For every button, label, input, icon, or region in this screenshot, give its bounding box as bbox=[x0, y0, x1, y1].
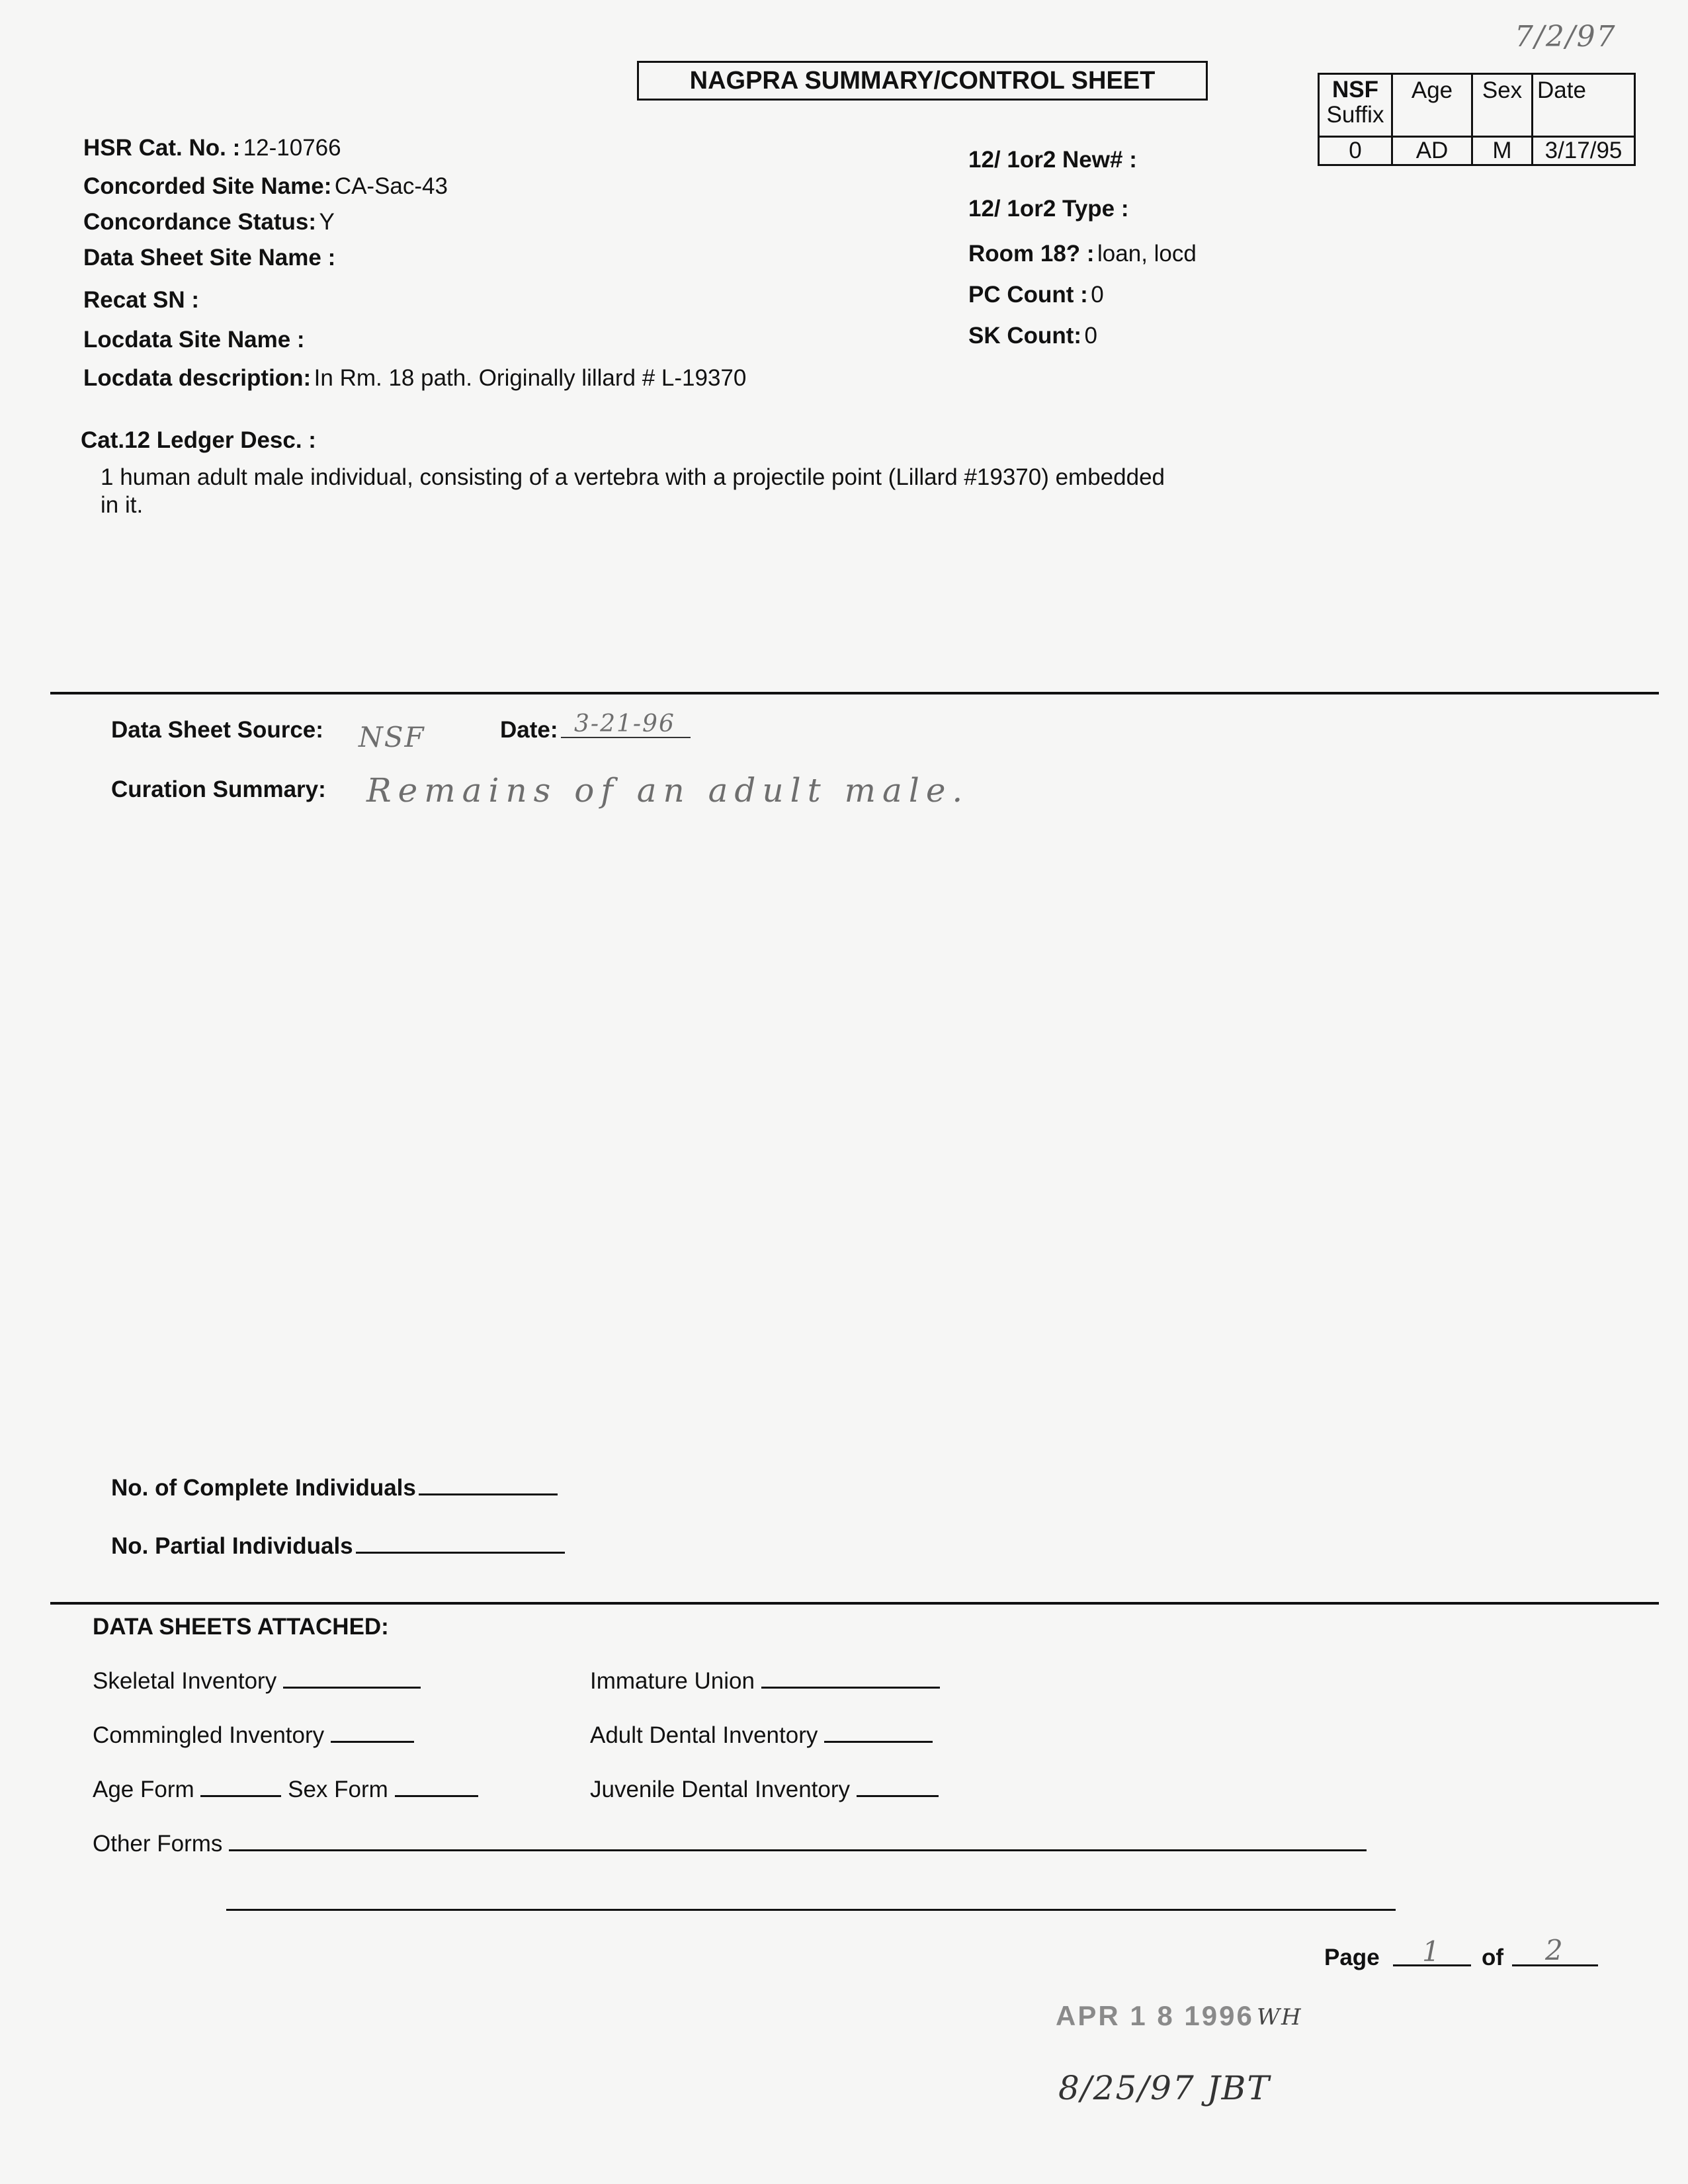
other-forms-blank bbox=[229, 1829, 1367, 1851]
age-form-blank bbox=[200, 1775, 281, 1797]
field-new-number bbox=[968, 147, 1137, 173]
commingled-inventory bbox=[93, 1721, 414, 1749]
field-label: Locdata description: bbox=[83, 365, 312, 391]
data-sheet-source-label: Data Sheet Source: bbox=[111, 717, 323, 743]
page-number: 1 bbox=[1422, 1935, 1441, 1968]
nsf-header-age: Age bbox=[1392, 74, 1472, 137]
attached-heading: DATA SHEETS ATTACHED: bbox=[93, 1614, 389, 1640]
field-pc-count bbox=[968, 282, 1104, 308]
field-label: Concorded Site Name: bbox=[83, 173, 332, 199]
age-form-label: Age Form bbox=[93, 1777, 194, 1802]
age-sex-forms bbox=[93, 1775, 478, 1803]
field-value: CA-Sac-43 bbox=[334, 173, 448, 199]
sheet-title: NAGPRA SUMMARY/CONTROL SHEET bbox=[637, 61, 1208, 101]
skeletal-inventory-label: Skeletal Inventory bbox=[93, 1668, 277, 1694]
sex-form-label: Sex Form bbox=[288, 1777, 388, 1802]
nsf-table bbox=[1318, 73, 1636, 166]
field-label: SK Count: bbox=[968, 323, 1082, 349]
other-forms-label: Other Forms bbox=[93, 1831, 223, 1857]
section-divider bbox=[50, 692, 1659, 694]
received-stamp: APR 1 8 1996 bbox=[1056, 2000, 1254, 2031]
field-label: Locdata Site Name : bbox=[83, 327, 305, 353]
field-type bbox=[968, 196, 1129, 222]
nsf-value-date: 3/17/95 bbox=[1533, 137, 1635, 165]
adult-dental-inventory bbox=[590, 1721, 933, 1749]
handwritten-top-date: 7/2/97 bbox=[1515, 20, 1617, 54]
field-concordance-status bbox=[83, 209, 335, 235]
ledger-text-line2: in it. bbox=[101, 492, 144, 518]
adult-dental-inventory-blank bbox=[824, 1721, 933, 1743]
partial-individuals-blank bbox=[356, 1532, 565, 1554]
commingled-inventory-blank bbox=[331, 1721, 414, 1743]
field-label: Concordance Status: bbox=[83, 209, 316, 235]
other-forms bbox=[93, 1829, 1367, 1857]
field-value: Y bbox=[319, 209, 335, 235]
immature-union-blank bbox=[761, 1667, 940, 1689]
juvenile-dental-inventory bbox=[590, 1775, 939, 1803]
date-value: 3-21-96 bbox=[574, 710, 675, 737]
partial-individuals bbox=[111, 1532, 565, 1560]
curation-summary-label: Curation Summary: bbox=[111, 777, 326, 802]
skeletal-inventory bbox=[93, 1667, 421, 1695]
commingled-inventory-label: Commingled Inventory bbox=[93, 1722, 325, 1748]
field-label: Recat SN : bbox=[83, 287, 200, 313]
field-concorded-site-name bbox=[83, 173, 448, 200]
field-label: PC Count : bbox=[968, 282, 1088, 308]
other-forms-second-line bbox=[226, 1909, 1396, 1911]
field-hsr-cat-no bbox=[83, 135, 341, 161]
field-sk-count bbox=[968, 323, 1097, 349]
complete-individuals-blank bbox=[419, 1474, 558, 1495]
nsf-header-suffix bbox=[1319, 74, 1392, 137]
curation-summary-value: Remains of an adult male. bbox=[366, 771, 970, 810]
nsf-header-suffix-line1: NSF bbox=[1332, 77, 1378, 103]
field-locdata-site-name bbox=[83, 327, 305, 353]
field-label: 12/ 1or2 New# : bbox=[968, 147, 1137, 173]
immature-union bbox=[590, 1667, 940, 1695]
field-data-sheet-site-name bbox=[83, 245, 335, 271]
field-label: 12/ 1or2 Type : bbox=[968, 196, 1129, 222]
field-value: loan, locd bbox=[1097, 241, 1197, 267]
nsf-value-age: AD bbox=[1392, 137, 1472, 165]
field-value: 12-10766 bbox=[243, 135, 341, 161]
field-value: In Rm. 18 path. Originally lillard # L-19370 bbox=[314, 365, 747, 391]
field-label: Data Sheet Site Name : bbox=[83, 245, 336, 271]
section-divider bbox=[50, 1602, 1659, 1605]
of-label: of bbox=[1482, 1945, 1504, 1970]
nsf-header-sex: Sex bbox=[1472, 74, 1533, 137]
nsf-header-suffix-line2: Suffix bbox=[1326, 102, 1384, 128]
nsf-header-date: Date bbox=[1533, 74, 1635, 137]
data-sheet-source-value: NSF bbox=[359, 721, 425, 753]
field-value: 0 bbox=[1084, 323, 1097, 349]
field-room-18 bbox=[968, 241, 1197, 267]
page-label: Page bbox=[1324, 1945, 1380, 1970]
skeletal-inventory-blank bbox=[283, 1667, 421, 1689]
partial-individuals-label: No. Partial Individuals bbox=[111, 1533, 353, 1559]
complete-individuals-label: No. of Complete Individuals bbox=[111, 1475, 416, 1501]
field-value: 0 bbox=[1091, 282, 1104, 308]
juvenile-dental-inventory-label: Juvenile Dental Inventory bbox=[590, 1777, 850, 1802]
nsf-value-sex: M bbox=[1472, 137, 1533, 165]
juvenile-dental-inventory-blank bbox=[857, 1775, 939, 1797]
sex-form-blank bbox=[395, 1775, 478, 1797]
field-label: HSR Cat. No. : bbox=[83, 135, 241, 161]
immature-union-label: Immature Union bbox=[590, 1668, 755, 1694]
adult-dental-inventory-label: Adult Dental Inventory bbox=[590, 1722, 818, 1748]
ledger-label: Cat.12 Ledger Desc. : bbox=[81, 427, 316, 453]
page-total: 2 bbox=[1545, 1934, 1564, 1966]
field-label: Room 18? : bbox=[968, 241, 1095, 267]
nsf-value-suffix: 0 bbox=[1319, 137, 1392, 165]
field-recat-sn bbox=[83, 287, 199, 314]
complete-individuals bbox=[111, 1474, 558, 1501]
date-label: Date: bbox=[500, 717, 558, 743]
handwritten-bottom-date: 8/25/97 JBT bbox=[1058, 2069, 1271, 2107]
stamp-initials: WH bbox=[1257, 2004, 1302, 2031]
ledger-text-line1: 1 human adult male individual, consisting of a vertebra with a projectile point (Lillard #19370) embedded bbox=[101, 464, 1165, 490]
field-locdata-description bbox=[83, 365, 746, 392]
